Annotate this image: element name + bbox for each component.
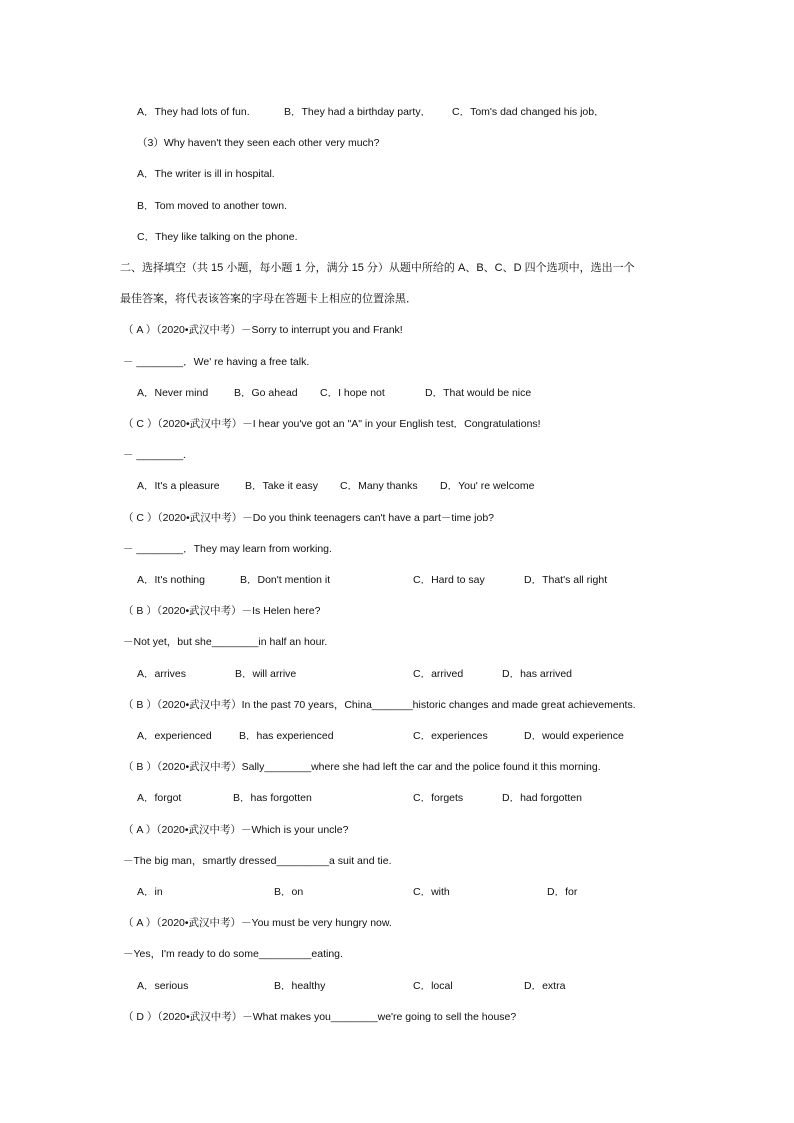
option-b: B．will arrive xyxy=(235,668,297,680)
option-a: A．It's nothing xyxy=(137,574,205,586)
question-stem: （ C ）（2020•武汉中考）－Do you think teenagers can't have a part－time job? xyxy=(123,512,495,524)
option-c: C．Tom's dad changed his job． xyxy=(452,106,605,118)
option-b: B．They had a birthday party． xyxy=(284,106,432,118)
option-b: B．Tom moved to another town. xyxy=(137,200,287,212)
option-d: D．That would be nice xyxy=(425,387,532,399)
question-stem: （ B ）（2020•武汉中考）Sally________where she had left the car and the police found it this morning. xyxy=(123,761,601,773)
option-a: A．It's a pleasure xyxy=(137,480,220,492)
question-stem: （ D ）（2020•武汉中考）－What makes you________we're going to sell the house? xyxy=(123,1011,517,1023)
option-a: A．arrives xyxy=(137,668,187,680)
option-d: D．You' re welcome xyxy=(440,480,535,492)
option-b: B．has experienced xyxy=(239,730,334,742)
option-a: A．They had lots of fun. xyxy=(137,106,250,118)
option-d: D．extra xyxy=(524,980,566,992)
option-b: B．Take it easy xyxy=(245,480,318,492)
option-c: C．arrived xyxy=(413,668,464,680)
option-d: D．for xyxy=(547,886,578,898)
option-b: B．Don't mention it xyxy=(240,574,331,586)
option-d: D．had forgotten xyxy=(502,792,582,804)
option-a: A．forgot xyxy=(137,792,182,804)
question-stem: （ C ）（2020•武汉中考）－I hear you've got an "A" in your English test．Congratulations! xyxy=(123,418,541,430)
option-d: D．would experience xyxy=(524,730,624,742)
option-c: C．I hope not xyxy=(320,387,385,399)
option-c: C．with xyxy=(413,886,450,898)
question-reply: －Yes，I'm ready to do some_________eating. xyxy=(123,948,343,960)
question-reply: － ________．We' re having a free talk. xyxy=(123,356,310,368)
question-stem: （ B ）（2020•武汉中考）－Is Helen here? xyxy=(123,605,321,617)
option-b: B．on xyxy=(274,886,304,898)
question-reply: － ________．They may learn from working. xyxy=(123,543,332,555)
option-c: C．experiences xyxy=(413,730,488,742)
option-b: B．healthy xyxy=(274,980,326,992)
option-b: B．has forgotten xyxy=(233,792,312,804)
question-reply: －Not yet，but she________in half an hour. xyxy=(123,636,328,648)
option-c: C．local xyxy=(413,980,453,992)
question-stem: （ A ）（2020•武汉中考）－Which is your uncle? xyxy=(123,824,349,836)
option-a: A．experienced xyxy=(137,730,212,742)
option-d: D．That's all right xyxy=(524,574,608,586)
section-heading: 二、选择填空（共 15 小题，每小题 1 分，满分 15 分）从题中所给的 A、B、C、D 四个选项中，选出一个 xyxy=(120,262,635,274)
option-a: A．Never mind xyxy=(137,387,209,399)
option-b: B．Go ahead xyxy=(234,387,298,399)
option-c: C．Many thanks xyxy=(340,480,418,492)
option-c: C．Hard to say xyxy=(413,574,485,586)
question-reply: － ________. xyxy=(123,449,187,461)
option-c: C．They like talking on the phone. xyxy=(137,231,298,243)
question-reply: －The big man，smartly dressed_________a suit and tie. xyxy=(123,855,392,867)
option-a: A．serious xyxy=(137,980,189,992)
option-c: C．forgets xyxy=(413,792,464,804)
question-stem: （ A ）（2020•武汉中考）－You must be very hungry now. xyxy=(123,917,392,929)
question-stem: （ B ）（2020•武汉中考）In the past 70 years，China_______historic changes and made great achievements. xyxy=(123,699,636,711)
option-a: A．The writer is ill in hospital. xyxy=(137,168,275,180)
question-stem: （ A ）（2020•武汉中考）－Sorry to interrupt you and Frank! xyxy=(123,324,403,336)
question-stem: （3）Why haven't they seen each other very much? xyxy=(137,137,380,149)
section-instruction: 最佳答案，将代表该答案的字母在答题卡上相应的位置涂黑． xyxy=(120,293,417,305)
option-a: A．in xyxy=(137,886,163,898)
option-d: D．has arrived xyxy=(502,668,573,680)
